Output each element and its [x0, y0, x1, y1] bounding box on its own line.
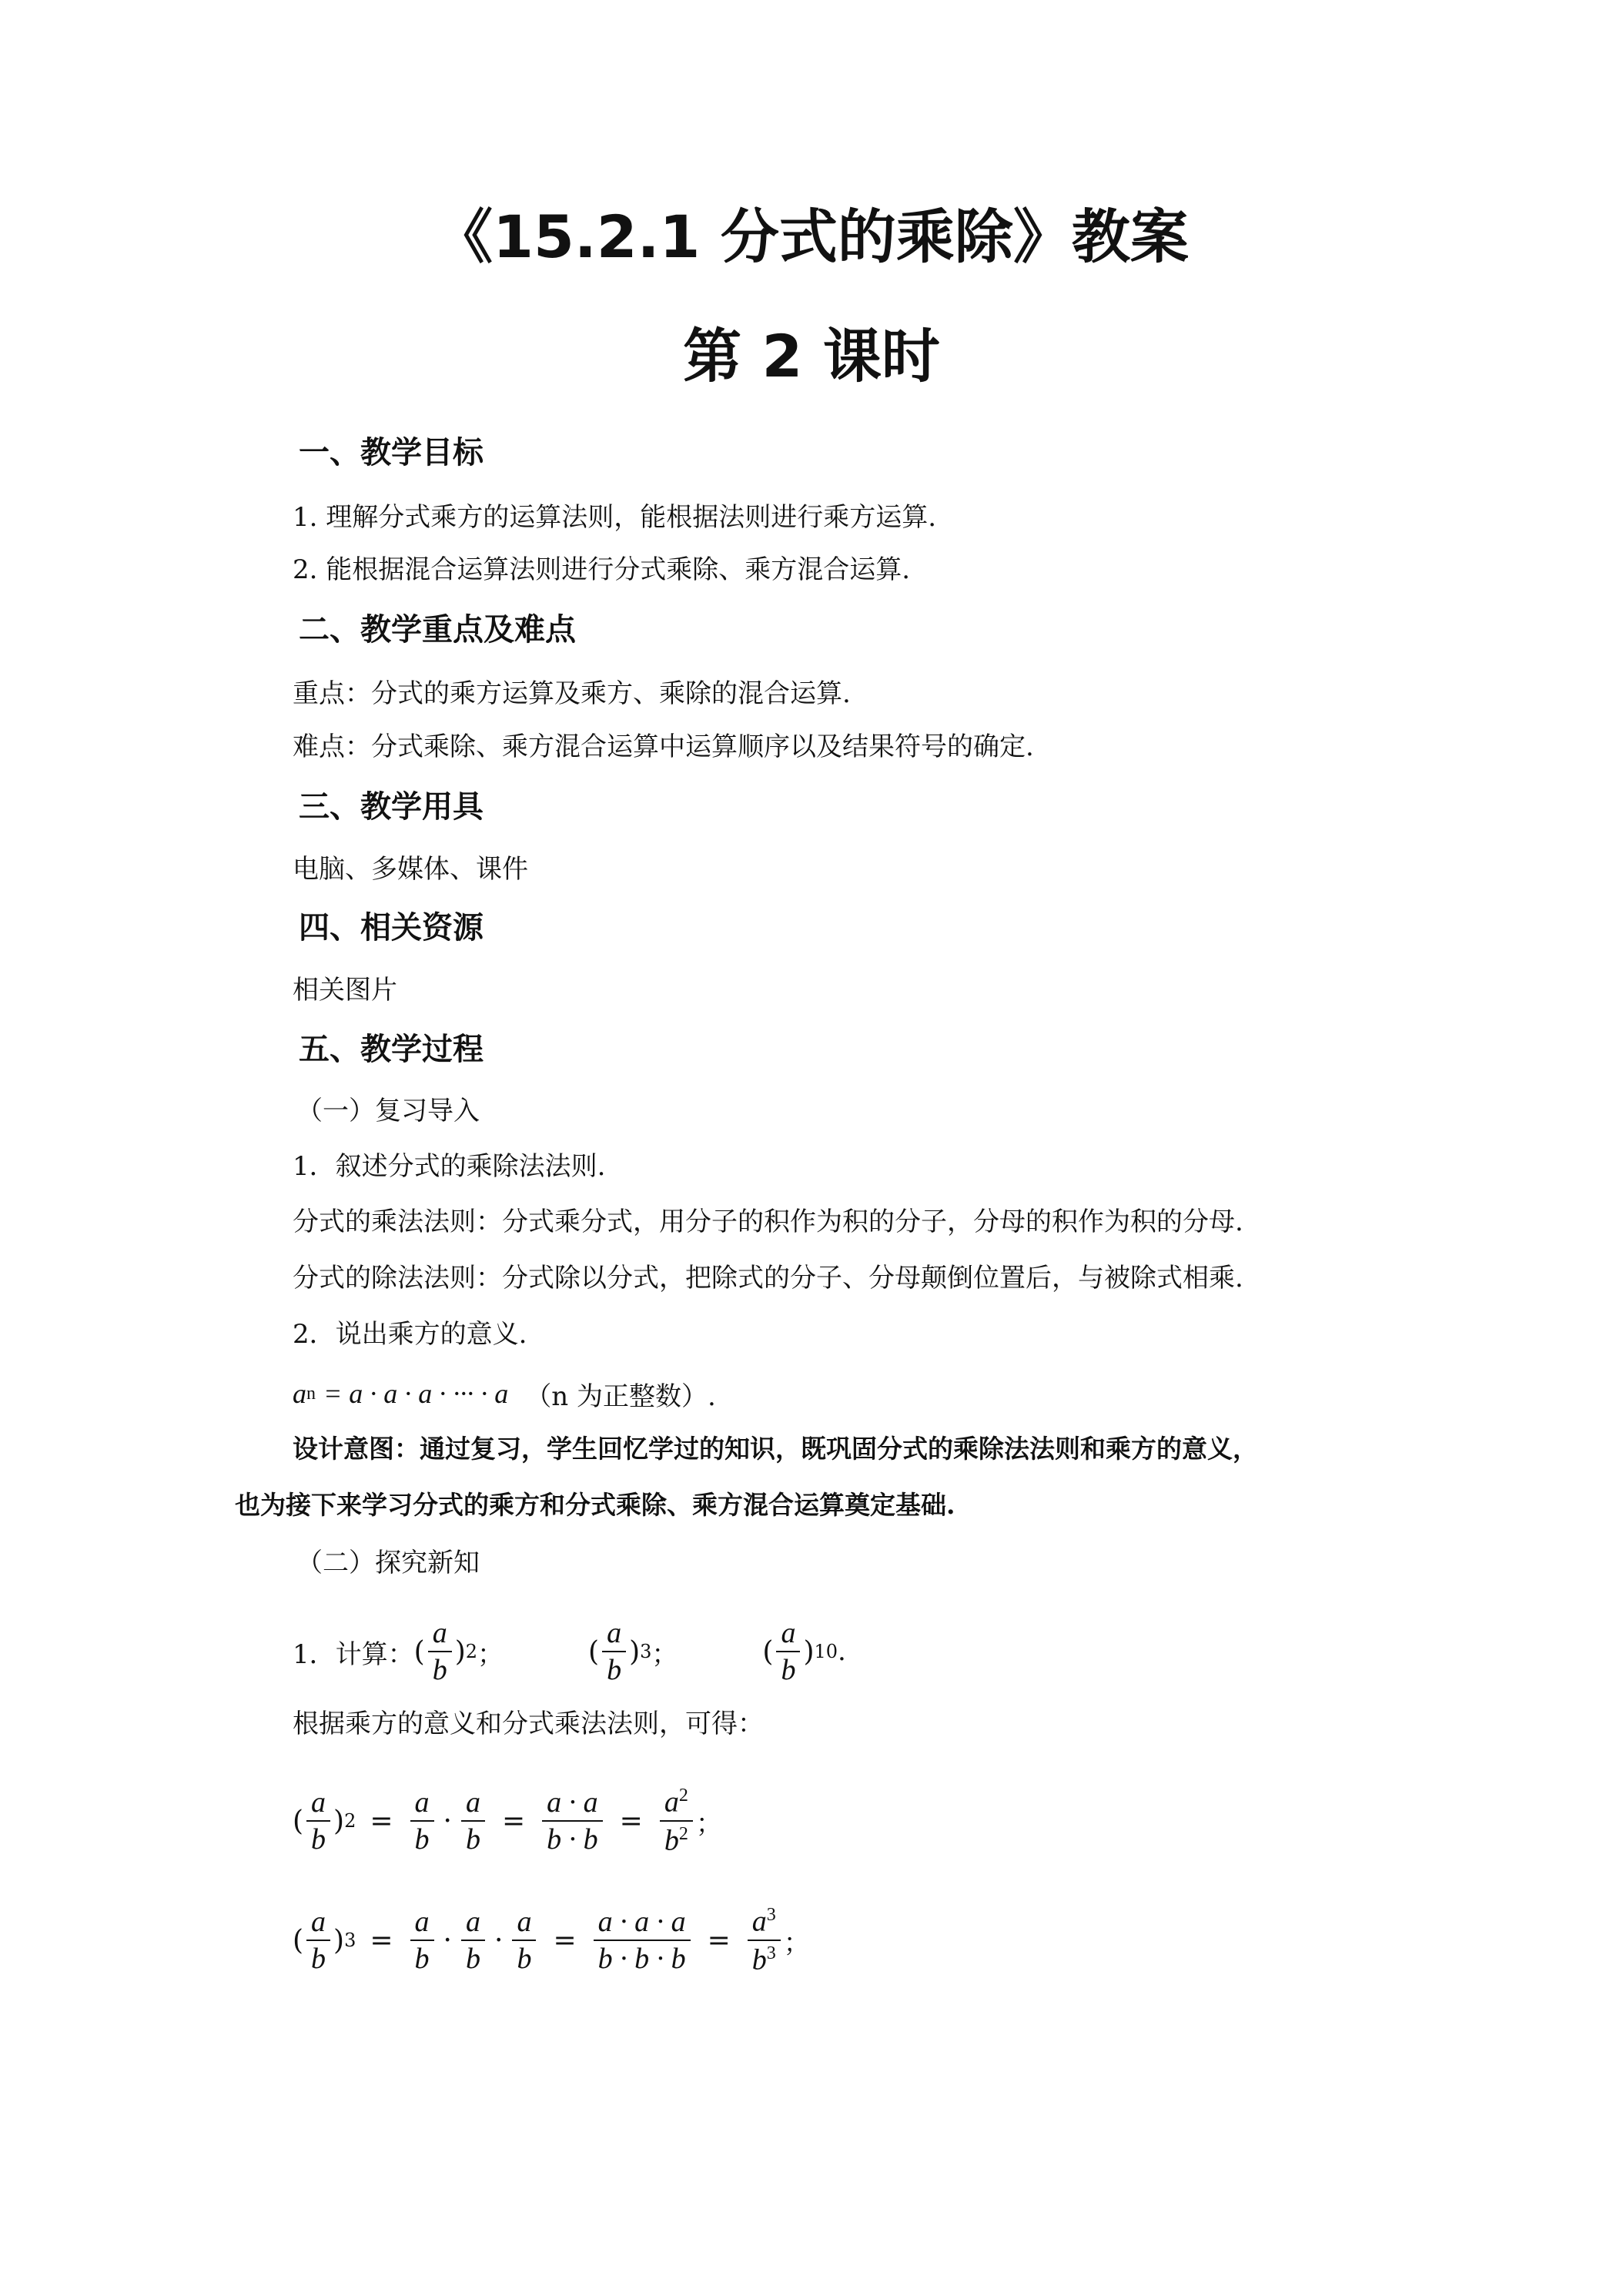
section-heading-process: 五、教学过程	[299, 1032, 484, 1067]
section-heading-tools: 三、教学用具	[299, 789, 484, 825]
power-exponent: n	[306, 1383, 316, 1404]
power-definition-formula	[293, 1371, 716, 1417]
key-point: 重点：分式的乘方运算及乘方、乘除的混合运算.	[293, 678, 851, 709]
open-paren: (	[588, 1635, 600, 1668]
exponent-3: 3	[640, 1641, 652, 1662]
fraction-a-over-b: $\frac{a}{b}$	[306, 1788, 330, 1854]
design-intent-line-1: 设计意图：通过复习，学生回忆学过的知识，既巩固分式的乘除法法则和乘方的意义，	[293, 1434, 1258, 1464]
review-question-2: 2．说出乘方的意义.	[293, 1319, 527, 1350]
close-paren: )	[454, 1635, 466, 1668]
derivation-text: 根据乘方的意义和分式乘法法则，可得：	[293, 1709, 764, 1739]
product-fraction: $\frac{a \cdot a \cdot a}{b \cdot b \cdot b}$	[594, 1907, 691, 1973]
fraction-a-over-b: $\frac{a}{b}$	[461, 1907, 485, 1973]
power-expansion: = a · a · a · ··· · a	[323, 1378, 509, 1409]
objective-item-2: 2. 能根据混合运算法则进行分式乘除、乘方混合运算.	[293, 554, 911, 585]
document-title: 《15.2.1 分式的乘除》教案	[434, 202, 1189, 271]
power-note: （n 为正整数）.	[525, 1381, 716, 1412]
part-review-label: （一）复习导入	[296, 1096, 480, 1126]
fraction-a-over-b: $\frac{a}{b}$	[602, 1618, 626, 1685]
tools-text: 电脑、多媒体、课件	[293, 854, 528, 885]
calculation-label: 1．计算：	[293, 1638, 414, 1670]
resources-text: 相关图片	[293, 975, 397, 1006]
fraction-a-over-b: $\frac{a}{b}$	[410, 1907, 434, 1973]
exponent-2: 2	[465, 1641, 478, 1662]
equation-exponent: 3	[344, 1930, 356, 1951]
fraction-a-over-b: $\frac{a}{b}$	[512, 1907, 536, 1973]
calculation-exercise: 1．计算： ( $\frac{a}{b}$ ) 2 ； ( $\frac{a}{b}$ ) 3 ； ( $\frac{a}{b}$ ) 10 .	[293, 1617, 846, 1686]
fraction-a-over-b: $\frac{a}{b}$	[428, 1618, 452, 1685]
open-paren: (	[762, 1635, 774, 1668]
objective-item-1: 1. 理解分式乘方的运算法则，能根据法则进行乘方运算.	[293, 502, 937, 533]
equation-cube: ( $\frac{a}{b}$ ) 3 = $\frac{a}{b}$ · $\frac{a}{b}$ · $\frac{a}{b}$ = $\frac{a \cdot a \cdot a}{b \cdot b \cdot b}$ = $\frac{a^3}{b^3}$ ；	[293, 1905, 810, 1976]
design-intent-line-2: 也为接下来学习分式的乘方和分式乘除、乘方混合运算奠定基础.	[235, 1490, 955, 1520]
fraction-a-over-b: $\frac{a}{b}$	[306, 1907, 330, 1973]
result-fraction: $\frac{a^2}{b^2}$	[660, 1786, 693, 1855]
section-heading-key-points: 二、教学重点及难点	[299, 612, 576, 648]
multiplication-rule: 分式的乘法法则：分式乘分式，用分子的积作为积的分子，分母的积作为积的分母.	[293, 1207, 1243, 1237]
fraction-a-over-b: $\frac{a}{b}$	[410, 1788, 434, 1854]
section-heading-resources: 四、相关资源	[299, 910, 484, 946]
exponent-10: 10	[814, 1641, 838, 1662]
review-question-1: 1．叙述分式的乘除法法则.	[293, 1151, 606, 1182]
document-subtitle: 第 2 课时	[683, 322, 940, 390]
power-base: a	[293, 1378, 306, 1409]
section-heading-objectives: 一、教学目标	[299, 435, 484, 470]
equation-exponent: 2	[344, 1810, 356, 1832]
fraction-a-over-b: $\frac{a}{b}$	[776, 1618, 800, 1685]
difficult-point: 难点：分式乘除、乘方混合运算中运算顺序以及结果符号的确定.	[293, 731, 1034, 762]
open-paren: (	[413, 1635, 425, 1668]
result-fraction: $\frac{a^3}{b^3}$	[748, 1906, 781, 1974]
close-paren: )	[629, 1635, 641, 1668]
equation-square: ( $\frac{a}{b}$ ) 2 = $\frac{a}{b}$ · $\frac{a}{b}$ = $\frac{a \cdot a}{b \cdot b}$ = $\frac{a^2}{b^2}$ ；	[293, 1786, 722, 1857]
fraction-a-over-b: $\frac{a}{b}$	[461, 1788, 485, 1854]
close-paren: )	[803, 1635, 815, 1668]
part-explore-label: （二）探究新知	[296, 1548, 480, 1578]
product-fraction: $\frac{a \cdot a}{b \cdot b}$	[542, 1788, 603, 1854]
division-rule: 分式的除法法则：分式除以分式，把除式的分子、分母颠倒位置后，与被除式相乘.	[293, 1263, 1243, 1294]
